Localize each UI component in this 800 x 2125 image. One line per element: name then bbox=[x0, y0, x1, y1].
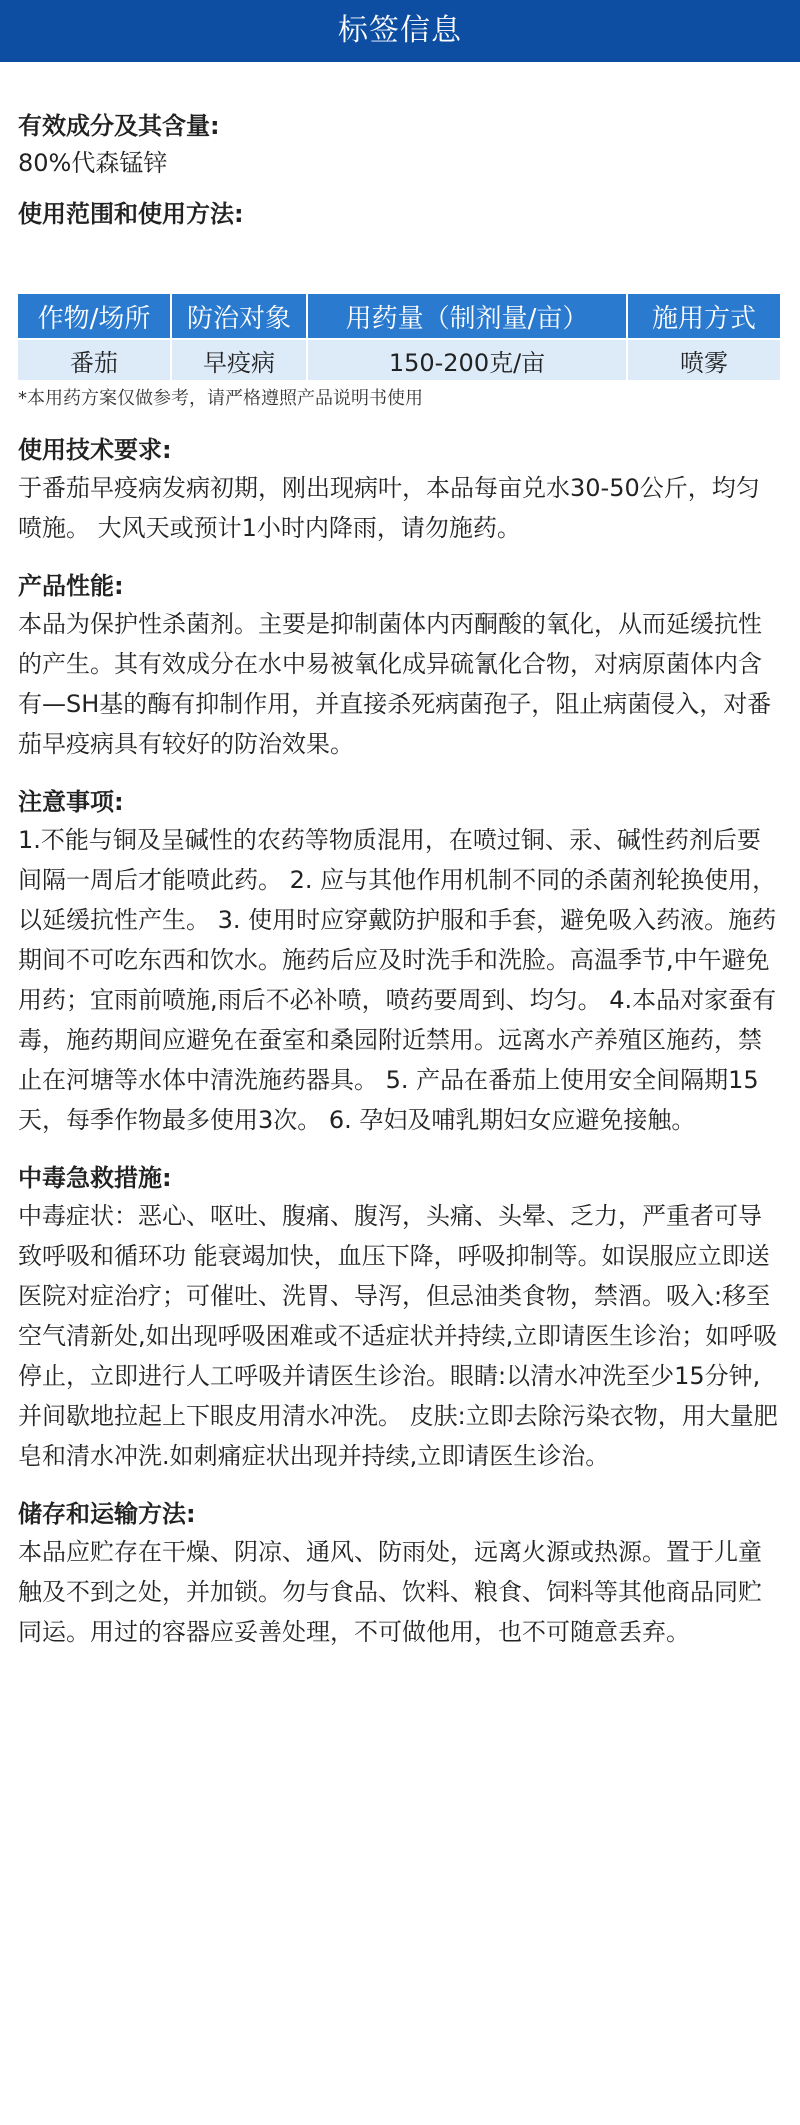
performance-section bbox=[18, 568, 782, 764]
first-aid-title: 中毒急救措施: bbox=[18, 1164, 172, 1192]
precautions-section bbox=[18, 784, 782, 1140]
table-cell-method: 喷雾 bbox=[628, 340, 780, 380]
technique-body: 于番茄早疫病发病初期，刚出现病叶，本品每亩兑水30-50公斤，均匀喷施。 大风天或预计1小时内降雨，请勿施药。 bbox=[18, 474, 760, 542]
first-aid-body: 中毒症状：恶心、呕吐、腹痛、腹泻，头痛、头晕、乏力，严重者可导致呼吸和循环功 能衰竭加快，血压下降，呼吸抑制等。如误服应立即送医院对症治疗；可催吐、洗胃、导泻，但忌油类食物，禁酒。吸入:移至空气清新处,如出现呼吸困难或不适症状并持续,立即请医生诊治；如呼吸停止，立即进行人工呼吸并请医生诊治。眼睛:以清水冲洗至少15分钟,并间歇地拉起上下眼皮用清水冲洗。 皮肤:立即去除污染衣物，用大量肥皂和清水冲洗.如刺痛症状出现并持续,立即请医生诊治。 bbox=[18, 1202, 778, 1470]
table-row bbox=[18, 340, 780, 380]
table-header-dosage: 用药量（制剂量/亩） bbox=[308, 294, 626, 338]
table-cell-target: 早疫病 bbox=[172, 340, 306, 380]
storage-title: 储存和运输方法: bbox=[18, 1500, 196, 1528]
precautions-title: 注意事项: bbox=[18, 788, 124, 816]
technique-title: 使用技术要求: bbox=[18, 436, 172, 464]
table-cell-crop: 番茄 bbox=[18, 340, 170, 380]
precautions-body: 1.不能与铜及呈碱性的农药等物质混用，在喷过铜、汞、碱性药剂后要间隔一周后才能喷此药。 2. 应与其他作用机制不同的杀菌剂轮换使用，以延缓抗性产生。 3. 使用时应穿戴防护服和手套，避免吸入药液。施药期间不可吃东西和饮水。施药后应及时洗手和洗脸。高温季节,中午避免用药；宜雨前喷施,雨后不必补喷，喷药要周到、均匀。 4.本品对家蚕有毒，施药期间应避免在蚕室和桑园附近禁用。远离水产养殖区施药，禁止在河塘等水体中清洗施药器具。 5. 产品在番茄上使用安全间隔期15天，每季作物最多使用3次。 6. 孕妇及哺乳期妇女应避免接触。 bbox=[18, 826, 777, 1134]
table-cell-dosage: 150-200克/亩 bbox=[308, 340, 626, 380]
label-content bbox=[0, 108, 800, 1652]
performance-title: 产品性能: bbox=[18, 572, 124, 600]
table-header-crop: 作物/场所 bbox=[18, 294, 170, 338]
table-header-row bbox=[18, 294, 780, 338]
page-title: 标签信息 bbox=[338, 13, 462, 48]
page-header bbox=[0, 0, 800, 62]
table-header-target: 防治对象 bbox=[172, 294, 306, 338]
table-note: *本用药方案仅做参考，请严格遵照产品说明书使用 bbox=[18, 388, 423, 409]
usage-title: 使用范围和使用方法: bbox=[18, 200, 244, 228]
performance-body: 本品为保护性杀菌剂。主要是抑制菌体内丙酮酸的氧化，从而延缓抗性的产生。其有效成分在水中易被氧化成异硫氰化合物，对病原菌体内含有—SH基的酶有抑制作用，并直接杀死病菌孢子，阻止病菌侵入，对番茄早疫病具有较好的防治效果。 bbox=[18, 610, 772, 758]
usage-section bbox=[18, 196, 782, 414]
ingredients-title: 有效成分及其含量: bbox=[18, 112, 220, 140]
storage-section bbox=[18, 1496, 782, 1652]
technique-section bbox=[18, 432, 782, 548]
table-header-method: 施用方式 bbox=[628, 294, 780, 338]
dosage-table bbox=[16, 292, 782, 382]
first-aid-section bbox=[18, 1160, 782, 1476]
storage-body: 本品应贮存在干燥、阴凉、通风、防雨处，远离火源或热源。置于儿童触及不到之处，并加锁。勿与食品、饮料、粮食、饲料等其他商品同贮同运。用过的容器应妥善处理，不可做他用，也不可随意丢弃。 bbox=[18, 1538, 762, 1646]
ingredients-body: 80%代森锰锌 bbox=[18, 149, 168, 177]
ingredients-section bbox=[18, 108, 782, 182]
